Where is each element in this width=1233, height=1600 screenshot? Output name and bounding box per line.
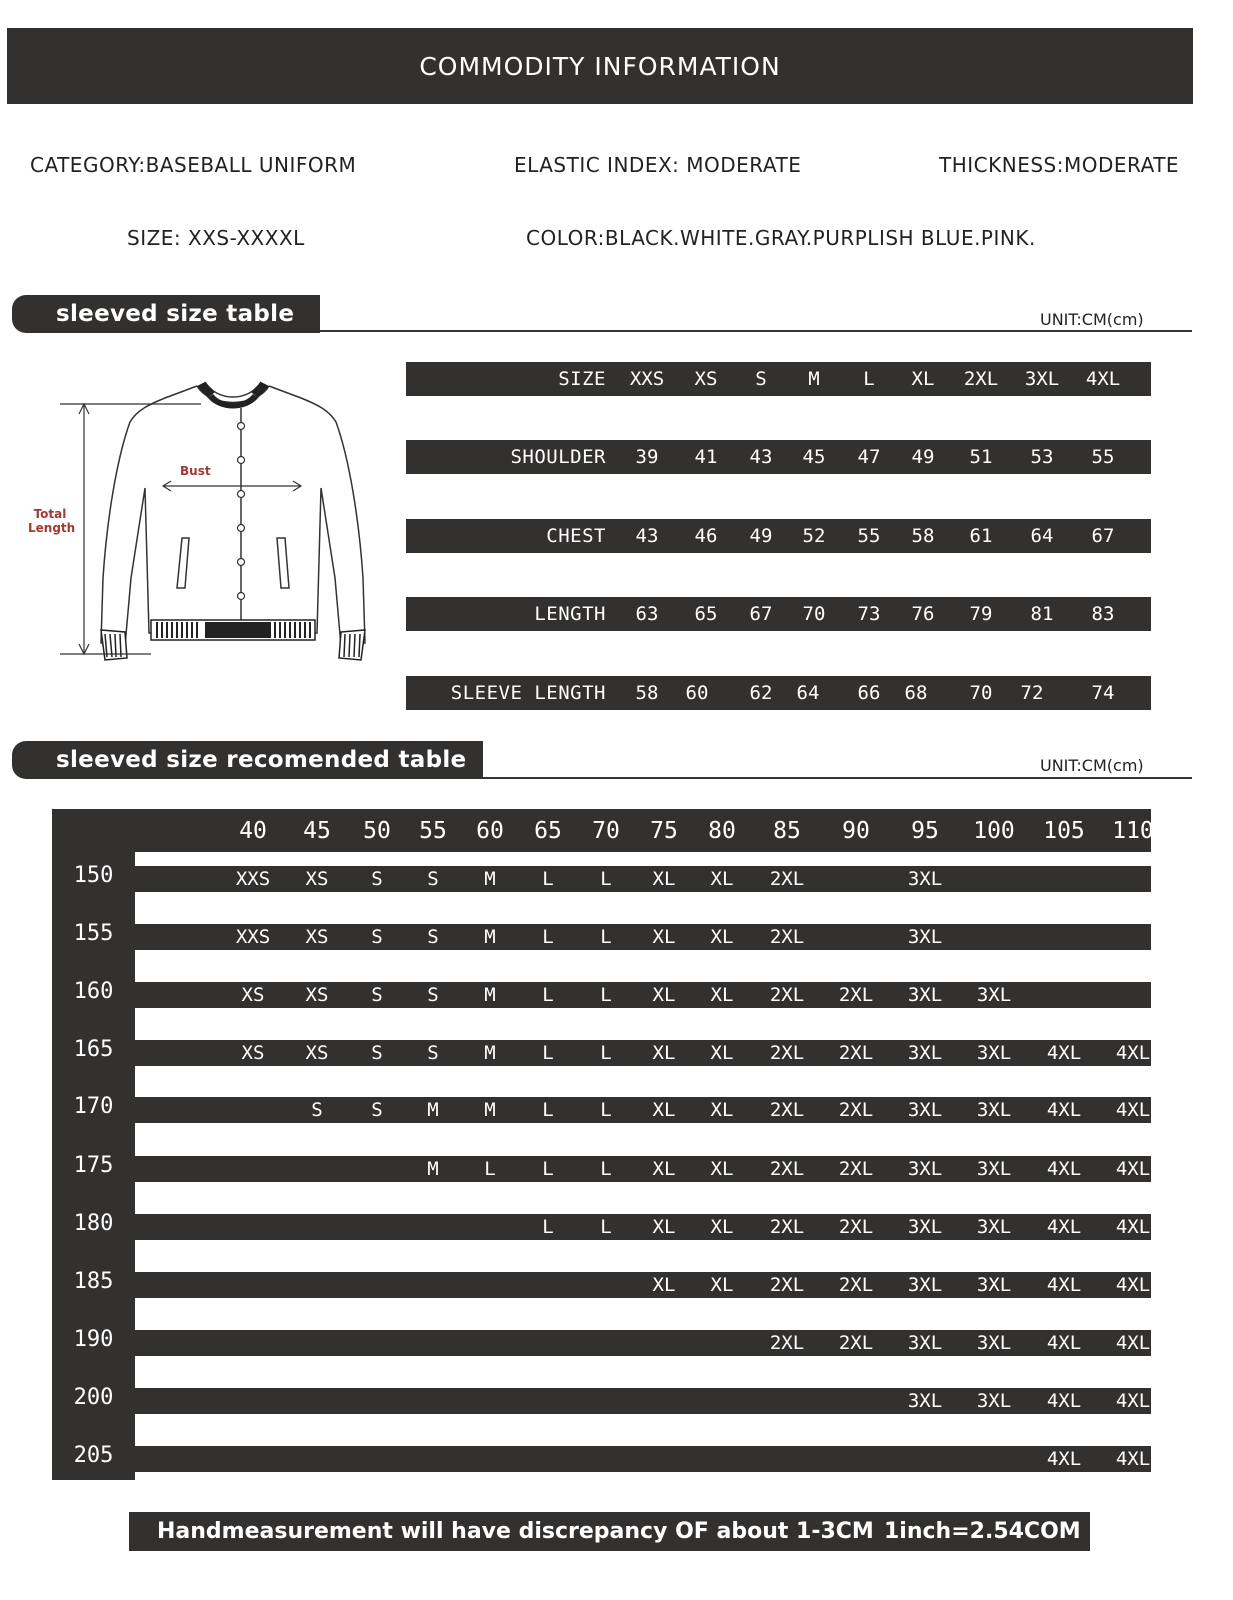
size-recommendation-cell: L: [600, 1042, 612, 1064]
size-recommendation-cell: L: [542, 1216, 554, 1238]
table-row: [135, 1388, 1219, 1414]
table-row: [135, 866, 1151, 892]
category-info: CATEGORY:BASEBALL UNIFORM: [30, 153, 357, 177]
size-recommendation-cell: L: [542, 926, 554, 948]
bust-label: Bust: [180, 464, 211, 478]
total-length-arrow: [60, 404, 201, 654]
size-recommendation-cell: L: [542, 868, 554, 890]
size-recommendation-cell: XL: [652, 1099, 676, 1121]
size-recommendation-cell: M: [427, 1099, 439, 1121]
size-cell: 73: [857, 603, 881, 625]
size-recommendation-cell: XL: [652, 1042, 676, 1064]
section-divider: [320, 330, 1192, 332]
size-recommendation-cell: 4XL: [1183, 1448, 1219, 1470]
size-cell: 68: [904, 682, 928, 704]
jacket-outline: [101, 382, 365, 646]
size-recommendation-cell: L: [600, 1158, 612, 1180]
size-recommendation-cell: 3XL: [907, 1332, 943, 1354]
weight-cell: 115: [1180, 818, 1222, 844]
size-recommendation-cell: 2XL: [769, 1332, 805, 1354]
size-cell: 47: [857, 446, 881, 468]
size-cell: 53: [1030, 446, 1054, 468]
size-cell: 39: [635, 446, 659, 468]
size-recommendation-cell: 2XL: [769, 1158, 805, 1180]
table-row: [135, 1156, 1219, 1182]
bust-arrow: [163, 481, 301, 491]
size-recommendation-cell: 3XL: [907, 1042, 943, 1064]
size-cell: 62: [749, 682, 773, 704]
total-length-label: [28, 507, 76, 535]
size-recommendation-cell: S: [371, 926, 383, 948]
size-recommendation-cell: 3XL: [907, 926, 943, 948]
size-recommendation-cell: 4XL: [1046, 1274, 1082, 1296]
size-recommendation-cell: 3XL: [907, 1099, 943, 1121]
table-row: [135, 982, 1151, 1008]
size-recommendation-cell: M: [484, 1042, 496, 1064]
size-recommendation-cell: XL: [710, 1158, 734, 1180]
size-recommendation-cell: 3XL: [976, 1042, 1012, 1064]
size-cell: 55: [1091, 446, 1115, 468]
weight-cell: 40: [239, 818, 267, 844]
size-cell: 60: [685, 682, 709, 704]
size-cell: 3XL: [1024, 368, 1060, 390]
size-recommendation-cell: 4XL: [1115, 1042, 1151, 1064]
size-recommendation-cell: M: [484, 868, 496, 890]
size-recommendation-cell: S: [371, 868, 383, 890]
size-recommendation-cell: XL: [710, 1099, 734, 1121]
size-recommendation-cell: 4XL: [1046, 1448, 1082, 1470]
section-divider: [483, 777, 1192, 779]
size-recommendation-cell: 3XL: [976, 984, 1012, 1006]
size-recommendation-cell: L: [484, 1158, 496, 1180]
size-recommendation-cell: 4XL: [1183, 1274, 1219, 1296]
size-recommendation-cell: 2XL: [769, 1099, 805, 1121]
size-table-row: [406, 362, 1151, 396]
size-recommendation-cell: 3XL: [907, 868, 943, 890]
size-recommendation-cell: M: [484, 926, 496, 948]
size-recommendation-cell: S: [371, 984, 383, 1006]
size-recommendation-cell: XS: [305, 1042, 329, 1064]
height-cell: 180: [73, 1211, 114, 1236]
inch-conversion: 1inch=2.54COM: [884, 1519, 1081, 1544]
size-recommendation-cell: 2XL: [769, 984, 805, 1006]
size-recommendation-cell: 3XL: [976, 1274, 1012, 1296]
weight-cell: 50: [363, 818, 391, 844]
size-row-label: CHEST: [546, 525, 606, 547]
weight-cell: 90: [842, 818, 870, 844]
weight-cell: 60: [476, 818, 504, 844]
size-recommendation-cell: XL: [710, 1216, 734, 1238]
size-cell: 79: [969, 603, 993, 625]
size-cell: 46: [694, 525, 718, 547]
weight-cell: 45: [303, 818, 331, 844]
size-recommendation-cell: M: [484, 1099, 496, 1121]
size-cell: 72: [1020, 682, 1044, 704]
size-recommendation-cell: 2XL: [769, 1274, 805, 1296]
size-recommendation-cell: 2XL: [838, 1158, 874, 1180]
size-cell: 76: [911, 603, 935, 625]
size-recommendation-cell: M: [484, 984, 496, 1006]
size-recommendation-cell: L: [542, 1042, 554, 1064]
size-cell: 66: [857, 682, 881, 704]
weight-cell: 75: [650, 818, 678, 844]
size-recommendation-cell: 4XL: [1115, 1390, 1151, 1412]
size-recommendation-cell: M: [427, 1158, 439, 1180]
size-table-row: [406, 676, 1151, 710]
size-recommendation-cell: 2XL: [838, 1099, 874, 1121]
size-recommendation-cell: XS: [305, 984, 329, 1006]
size-recommendation-cell: 4XL: [1046, 1332, 1082, 1354]
size-recommendation-cell: XL: [710, 1274, 734, 1296]
size-table-unit: UNIT:CM(cm): [1040, 310, 1144, 329]
size-cell: 49: [911, 446, 935, 468]
size-recommendation-cell: S: [427, 926, 439, 948]
weight-cell: 110: [1112, 818, 1154, 844]
weight-cell: 70: [592, 818, 620, 844]
size-recommendation-cell: XS: [305, 868, 329, 890]
size-recommendation-cell: 4XL: [1183, 1216, 1219, 1238]
size-cell: 61: [969, 525, 993, 547]
size-recommendation-cell: XXS: [235, 926, 271, 948]
size-table-row: [406, 597, 1151, 631]
size-cell: 43: [635, 525, 659, 547]
size-cell: 51: [969, 446, 993, 468]
size-range-info: SIZE: XXS-XXXXL: [127, 226, 305, 250]
size-cell: 41: [694, 446, 718, 468]
size-recommendation-cell: 4XL: [1115, 1099, 1151, 1121]
size-recommendation-cell: 4XL: [1046, 1390, 1082, 1412]
size-recommendation-cell: 3XL: [976, 1099, 1012, 1121]
size-recommendation-cell: 4XL: [1115, 1158, 1151, 1180]
page-title: COMMODITY INFORMATION: [7, 28, 1193, 104]
height-cell: 165: [73, 1037, 114, 1062]
size-recommendation-cell: S: [427, 984, 439, 1006]
size-recommendation-cell: XL: [652, 868, 676, 890]
height-cell: 150: [73, 863, 114, 888]
size-recommendation-cell: 2XL: [838, 1042, 874, 1064]
size-recommendation-cell: 4XL: [1183, 1390, 1219, 1412]
size-recommendation-cell: S: [371, 1099, 383, 1121]
size-recommendation-cell: XL: [652, 926, 676, 948]
size-recommendation-cell: S: [427, 1042, 439, 1064]
size-recommendation-cell: XL: [710, 1042, 734, 1064]
size-recommendation-cell: 2XL: [769, 1216, 805, 1238]
size-recommendation-cell: L: [542, 1158, 554, 1180]
recommended-table-tab: sleeved size recomended table: [12, 741, 483, 779]
size-recommendation-cell: 2XL: [769, 1042, 805, 1064]
size-cell: 58: [911, 525, 935, 547]
size-cell: 81: [1030, 603, 1054, 625]
table-row: [135, 1272, 1219, 1298]
height-cell: 155: [73, 921, 114, 946]
size-recommendation-cell: 2XL: [838, 984, 874, 1006]
size-recommendation-cell: L: [600, 984, 612, 1006]
thickness-info: THICKNESS:MODERATE: [939, 153, 1180, 177]
size-recommendation-cell: L: [542, 984, 554, 1006]
table-row: [135, 1330, 1219, 1356]
size-recommendation-cell: L: [600, 1099, 612, 1121]
height-cell: 175: [73, 1153, 114, 1178]
size-cell: XXS: [629, 368, 665, 390]
size-recommendation-cell: S: [427, 868, 439, 890]
size-recommendation-cell: 2XL: [769, 926, 805, 948]
size-cell: L: [863, 368, 875, 390]
size-recommendation-cell: 2XL: [838, 1332, 874, 1354]
size-cell: 67: [1091, 525, 1115, 547]
size-row-label: LENGTH: [534, 603, 606, 625]
size-table-row: [406, 519, 1151, 553]
size-recommendation-cell: XL: [652, 1158, 676, 1180]
size-cell: 45: [802, 446, 826, 468]
size-table-tab: sleeved size table: [12, 295, 320, 333]
size-cell: 83: [1091, 603, 1115, 625]
size-recommendation-cell: 3XL: [976, 1332, 1012, 1354]
weight-cell: 80: [708, 818, 736, 844]
height-cell: 190: [73, 1327, 114, 1352]
size-recommendation-cell: 3XL: [976, 1390, 1012, 1412]
size-row-label: SHOULDER: [510, 446, 606, 468]
size-cell: 55: [857, 525, 881, 547]
total-length-label-line2: Length: [28, 521, 76, 535]
size-recommendation-cell: XL: [710, 984, 734, 1006]
weight-header-row: [52, 809, 1222, 852]
size-recommendation-cell: 4XL: [1115, 1332, 1151, 1354]
height-cell: 185: [73, 1269, 114, 1294]
table-row: [135, 1446, 1219, 1472]
size-row-label: SIZE: [558, 368, 606, 390]
size-recommendation-cell: L: [600, 1216, 612, 1238]
weight-cell: 55: [419, 818, 447, 844]
size-cell: 63: [635, 603, 659, 625]
footer-note: [129, 1512, 1090, 1551]
height-cell: 170: [73, 1094, 114, 1119]
size-cell: 43: [749, 446, 773, 468]
size-cell: XS: [694, 368, 718, 390]
size-recommendation-cell: 4XL: [1115, 1274, 1151, 1296]
weight-cell: 105: [1043, 818, 1085, 844]
jacket-diagram: [25, 378, 385, 678]
recommended-table-unit: UNIT:CM(cm): [1040, 756, 1144, 775]
weight-cell: 100: [973, 818, 1015, 844]
size-recommendation-cell: 2XL: [838, 1274, 874, 1296]
weight-cell: 85: [773, 818, 801, 844]
size-recommendation-cell: 2XL: [838, 1216, 874, 1238]
height-cell: 200: [73, 1385, 114, 1410]
size-recommendation-cell: 3XL: [976, 1216, 1012, 1238]
size-recommendation-cell: S: [371, 1042, 383, 1064]
size-recommendation-cell: 3XL: [907, 1274, 943, 1296]
size-row-label: SLEEVE LENGTH: [450, 682, 606, 704]
size-recommendation-cell: XL: [710, 926, 734, 948]
size-recommendation-cell: XXS: [235, 868, 271, 890]
size-recommendation-cell: 4XL: [1046, 1099, 1082, 1121]
table-row: [135, 1214, 1219, 1240]
size-recommendation-cell: XS: [305, 926, 329, 948]
size-recommendation-cell: L: [542, 1099, 554, 1121]
size-recommendation-cell: 4XL: [1183, 1158, 1219, 1180]
size-recommendation-cell: 4XL: [1115, 1448, 1151, 1470]
size-cell: 70: [969, 682, 993, 704]
size-cell: 64: [1030, 525, 1054, 547]
size-cell: M: [808, 368, 820, 390]
size-recommendation-cell: XL: [710, 868, 734, 890]
size-recommendation-cell: 4XL: [1183, 1332, 1219, 1354]
size-recommendation-cell: 3XL: [907, 1390, 943, 1412]
size-recommendation-cell: 3XL: [976, 1158, 1012, 1180]
table-row: [135, 1040, 1151, 1066]
size-recommendation-cell: XL: [652, 984, 676, 1006]
height-cell: 205: [73, 1443, 114, 1468]
size-recommendation-cell: XL: [652, 1216, 676, 1238]
size-cell: 49: [749, 525, 773, 547]
size-cell: 2XL: [963, 368, 999, 390]
size-recommendation-cell: XS: [241, 984, 265, 1006]
size-cell: 70: [802, 603, 826, 625]
size-cell: 64: [796, 682, 820, 704]
size-recommendation-cell: 3XL: [907, 984, 943, 1006]
size-recommendation-cell: 4XL: [1115, 1216, 1151, 1238]
size-cell: XL: [911, 368, 935, 390]
size-cell: S: [755, 368, 767, 390]
size-cell: 67: [749, 603, 773, 625]
discrepancy-note: Handmeasurement will have discrepancy OF about 1-3CM: [157, 1519, 874, 1544]
size-recommendation-cell: L: [600, 868, 612, 890]
size-recommendation-cell: 3XL: [907, 1158, 943, 1180]
size-cell: 52: [802, 525, 826, 547]
weight-cell: 95: [911, 818, 939, 844]
size-recommendation-cell: XL: [652, 1274, 676, 1296]
size-recommendation-cell: 4XL: [1046, 1216, 1082, 1238]
size-cell: 65: [694, 603, 718, 625]
weight-cell: 65: [534, 818, 562, 844]
size-recommendation-cell: L: [600, 926, 612, 948]
size-recommendation-cell: S: [311, 1099, 323, 1121]
size-recommendation-cell: 4XL: [1046, 1158, 1082, 1180]
height-cell: 160: [73, 979, 114, 1004]
size-recommendation-cell: 3XL: [907, 1216, 943, 1238]
elastic-info: ELASTIC INDEX: MODERATE: [514, 153, 802, 177]
size-cell: 4XL: [1085, 368, 1121, 390]
size-cell: 58: [635, 682, 659, 704]
size-table-row: [406, 440, 1151, 474]
table-row: [135, 924, 1151, 950]
size-recommendation-cell: XS: [241, 1042, 265, 1064]
color-info: COLOR:BLACK.WHITE.GRAY.PURPLISH BLUE.PINK.: [526, 226, 1036, 250]
size-recommendation-cell: 2XL: [769, 868, 805, 890]
height-column: [52, 809, 135, 1480]
size-recommendation-cell: 4XL: [1046, 1042, 1082, 1064]
total-length-label-line1: Total: [33, 507, 67, 521]
size-cell: 74: [1091, 682, 1115, 704]
table-row: [135, 1097, 1151, 1123]
